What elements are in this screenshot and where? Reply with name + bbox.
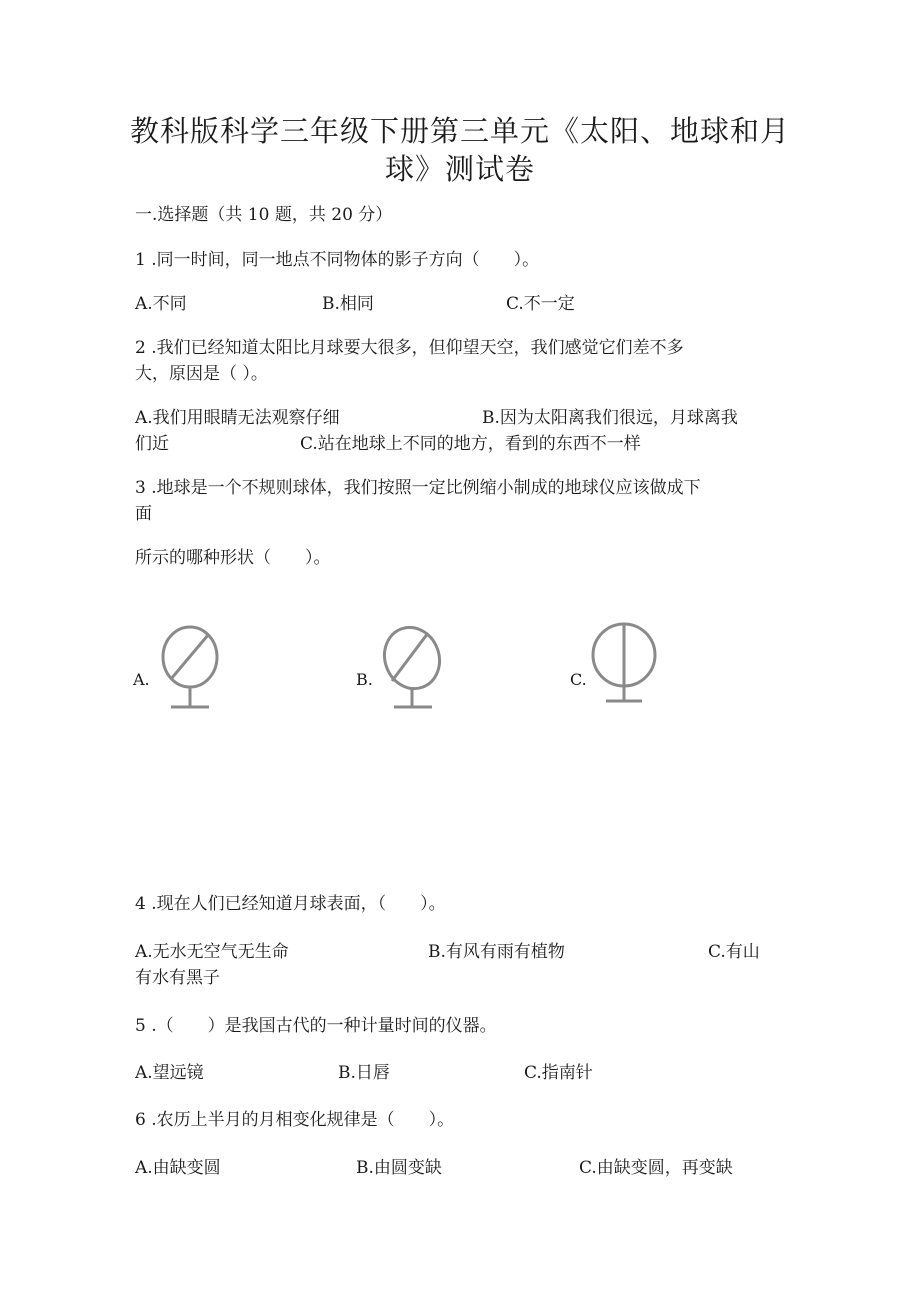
question-4-option-c-continued: 有水有黑子: [135, 968, 220, 988]
question-4-stem: 4 .现在人们已经知道月球表面，（ ）。: [135, 894, 446, 914]
figure-c-label: C.: [570, 670, 587, 689]
question-3-stem-line-3: 所示的哪种形状（ ）。: [135, 548, 331, 568]
question-6-option-c: C.由缺变圆，再变缺: [579, 1158, 733, 1178]
globe-icon-a: [133, 615, 273, 715]
globe-icon-c: [570, 615, 710, 715]
question-3-stem-line-1: 3 .地球是一个不规则球体，我们按照一定比例缩小制成的地球仪应该做成下: [135, 478, 701, 498]
page-title: [100, 112, 820, 188]
question-1-stem: 1 .同一时间，同一地点不同物体的影子方向（ ）。: [135, 250, 540, 270]
title-line-2: 球》测试卷: [384, 152, 535, 186]
question-4-option-c: C.有山: [708, 942, 760, 962]
figure-a-label: A.: [133, 670, 150, 689]
question-3-stem-line-2: 面: [135, 504, 152, 524]
question-5-option-c: C.指南针: [524, 1063, 593, 1083]
question-2-option-b: B.因为太阳离我们很远，月球离我: [482, 408, 738, 428]
question-2-option-a: A.我们用眼睛无法观察仔细: [135, 408, 340, 428]
section-heading: 一.选择题（共 10 题，共 20 分）: [135, 205, 393, 225]
question-4-option-b: B.有风有雨有植物: [428, 942, 565, 962]
question-5-option-b: B.日唇: [338, 1063, 390, 1083]
question-1-option-c: C.不一定: [506, 294, 575, 314]
question-5-option-a: A.望远镜: [135, 1063, 204, 1083]
globe-figure-a: [133, 615, 273, 715]
question-6-stem: 6 .农历上半月的月相变化规律是（ ）。: [135, 1110, 455, 1130]
title-line-1: 教科版科学三年级下册第三单元《太阳、地球和月: [129, 114, 790, 148]
globe-icon-b: [356, 615, 496, 715]
question-2-option-b-continued: 们近: [135, 434, 169, 454]
question-6-option-b: B.由圆变缺: [356, 1158, 442, 1178]
question-2-stem-line-1: 2 .我们已经知道太阳比月球要大很多，但仰望天空，我们感觉它们差不多: [135, 338, 684, 358]
question-4-option-a: A.无水无空气无生命: [135, 942, 289, 962]
question-2-option-c: C.站在地球上不同的地方，看到的东西不一样: [300, 434, 641, 454]
question-1-option-b: B.相同: [322, 294, 374, 314]
globe-figure-c: [570, 615, 710, 715]
question-1-option-a: A.不同: [135, 294, 187, 314]
question-5-stem: 5 .（ ）是我国古代的一种计量时间的仪器。: [135, 1016, 497, 1036]
globe-figure-b: [356, 615, 496, 715]
figure-b-label: B.: [356, 670, 373, 689]
question-2-stem-line-2: 大，原因是（ ）。: [135, 364, 268, 384]
question-6-option-a: A.由缺变圆: [135, 1158, 221, 1178]
